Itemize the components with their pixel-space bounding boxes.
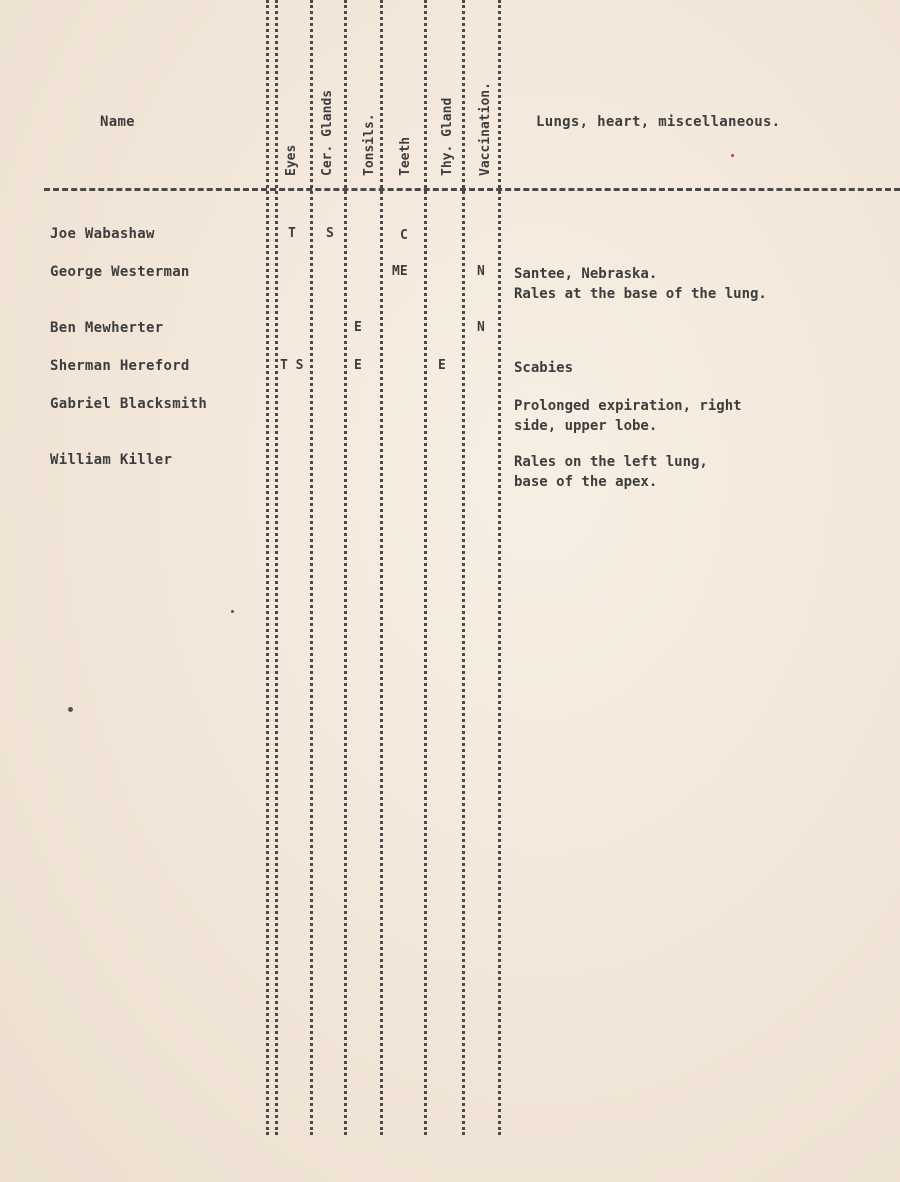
row-name: Sherman Hereford <box>50 358 190 374</box>
row-note-line2: Rales at the base of the lung. <box>514 286 767 302</box>
row-note-line2: base of the apex. <box>514 474 658 490</box>
cell-teeth: C <box>400 228 408 243</box>
column-rule <box>462 0 465 1135</box>
column-rule <box>266 0 269 1135</box>
row-note-line1: Rales on the left lung, <box>514 454 708 470</box>
header-misc: Lungs, heart, miscellaneous. <box>536 114 781 130</box>
row-name: Ben Mewherter <box>50 320 164 336</box>
header-eyes: Eyes <box>284 144 299 176</box>
column-rule <box>275 0 278 1135</box>
row-name: William Killer <box>50 452 173 468</box>
column-rule <box>310 0 313 1135</box>
cell-tonsils: E <box>354 358 362 373</box>
row-note-line2: side, upper lobe. <box>514 418 658 434</box>
cell-tonsils: E <box>354 320 362 335</box>
cell-teeth: ME <box>392 264 408 279</box>
header-tonsils: Tonsils. <box>362 113 377 176</box>
paper-speck <box>231 610 234 613</box>
header-thy-gland: Thy. Gland <box>440 97 455 176</box>
paper-speck <box>731 154 734 157</box>
column-rule <box>424 0 427 1135</box>
row-name: George Westerman <box>50 264 190 280</box>
header-cer-glands: Cer. Glands <box>320 89 335 176</box>
header-teeth: Teeth <box>398 136 413 176</box>
paper-speck <box>68 707 73 712</box>
cell-thy: E <box>438 358 446 373</box>
row-name: Gabriel Blacksmith <box>50 396 208 412</box>
row-note-line1: Scabies <box>514 360 574 376</box>
cell-cer: S <box>326 226 334 241</box>
cell-vacc: N <box>477 264 485 279</box>
cell-eyes: T S <box>280 358 304 373</box>
cell-eyes: T <box>288 226 296 241</box>
row-name: Joe Wabashaw <box>50 226 155 242</box>
header-rule <box>44 188 900 191</box>
header-name: Name <box>100 114 135 130</box>
row-note-line1: Santee, Nebraska. <box>514 266 658 282</box>
column-rule <box>498 0 501 1135</box>
column-rule <box>380 0 383 1135</box>
header-vaccination: Vaccination. <box>478 82 493 176</box>
row-note-line1: Prolonged expiration, right <box>514 398 742 414</box>
cell-vacc: N <box>477 320 485 335</box>
column-rule <box>344 0 347 1135</box>
